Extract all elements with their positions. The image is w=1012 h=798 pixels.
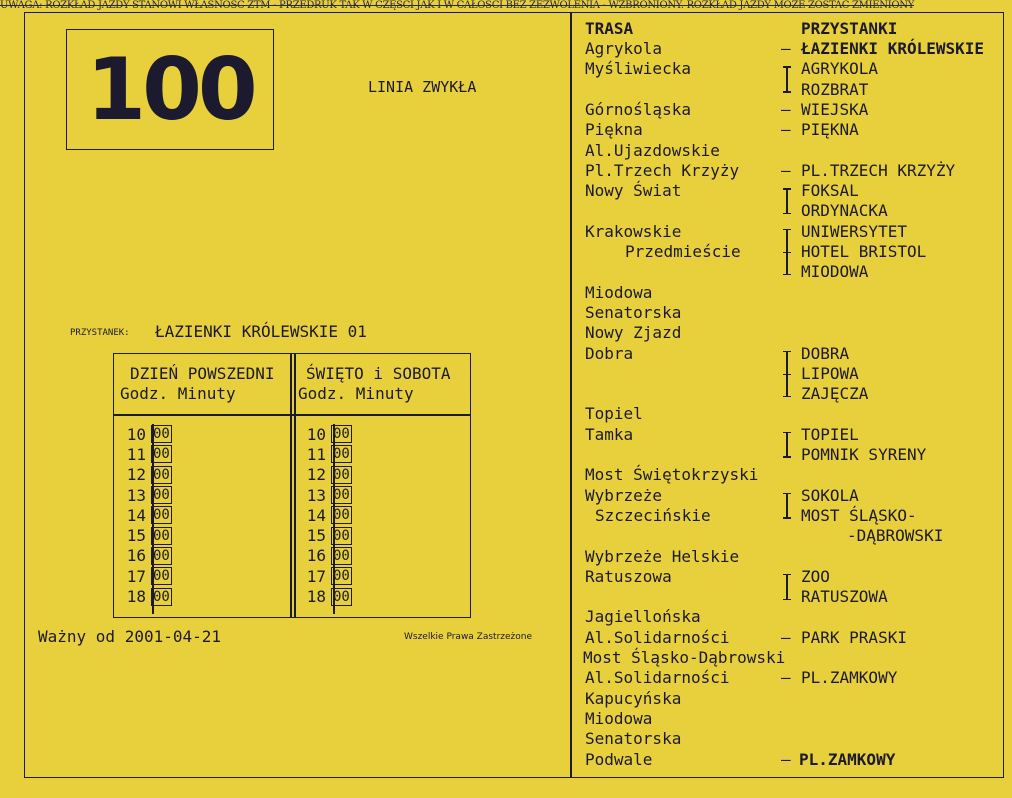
column-divider [294, 354, 296, 617]
line-number: 100 [86, 39, 254, 140]
hour: 17 [306, 566, 326, 586]
stops-header: PRZYSTANKI [801, 19, 898, 38]
route-stop: ROZBRAT [801, 79, 869, 99]
stop-group-bracket [783, 432, 791, 458]
route-stop: ORDYNACKA [801, 201, 888, 221]
route-stop: -DĄBROWSKI [847, 526, 944, 546]
route-street: Ratuszowa [585, 566, 672, 586]
table-row [304, 566, 352, 586]
minutes: 00 [153, 588, 170, 605]
route-street: Topiel [585, 404, 643, 424]
minutes: 00 [333, 568, 350, 585]
line-number-box [66, 29, 274, 150]
hour: 15 [126, 526, 146, 546]
table-row [124, 424, 172, 444]
hour: 10 [306, 424, 326, 444]
hour: 16 [306, 546, 326, 566]
minutes: 00 [333, 547, 350, 564]
minutes: 00 [333, 446, 350, 463]
route-dash: – [781, 120, 791, 140]
divider [570, 12, 572, 778]
table-row [304, 465, 352, 485]
route-stop: POMNIK SYRENY [801, 445, 927, 464]
route-stop: DOBRA [801, 343, 850, 363]
route-dash: – [781, 627, 791, 647]
route-stop: PL.ZAMKOWY [799, 749, 896, 769]
route-dash: – [781, 749, 791, 769]
route-stop: LIPOWA [801, 363, 859, 383]
table-row [124, 505, 172, 525]
route-dash: – [781, 160, 791, 180]
route-street: Most Świętokrzyski [585, 465, 759, 485]
table-row [304, 505, 352, 525]
route-header: TRASA [585, 19, 634, 38]
stop-label: PRZYSTANEK: [70, 328, 130, 338]
rights-reserved: Wszelkie Prawa Zastrzeżone [404, 632, 533, 642]
hour: 14 [126, 505, 146, 525]
minutes: 00 [333, 487, 350, 504]
route-stop: ŁAZIENKI KRÓLEWSKIE [801, 39, 985, 58]
route-street: Nowy Zjazd [585, 323, 682, 343]
table-header-line [114, 414, 470, 416]
hour: 18 [126, 587, 146, 607]
route-stop: RATUSZOWA [801, 587, 888, 607]
minutes: 00 [153, 446, 170, 463]
weekday-subheader: Godz. Minuty [120, 384, 236, 403]
route-street: Przedmieście [625, 242, 741, 261]
table-row [124, 546, 172, 566]
hour: 18 [306, 587, 326, 607]
stop-group-bracket [783, 66, 791, 92]
stop-group-bracket [783, 229, 791, 276]
minutes: 00 [153, 507, 170, 524]
route-street: Al.Ujazdowskie [585, 140, 720, 160]
stop-group-bracket [783, 493, 791, 519]
route-dash: – [781, 39, 791, 58]
table-row [124, 525, 172, 545]
hour: 12 [126, 465, 146, 485]
route-street: Jagiellońska [585, 607, 701, 627]
route-stop: MOST ŚLĄSKO- [801, 505, 917, 525]
route-dash: – [781, 668, 791, 688]
route-stop: SOKOLA [801, 485, 859, 505]
route-street: Pl.Trzech Krzyży [585, 160, 740, 180]
hour: 17 [126, 566, 146, 586]
hour: 12 [306, 465, 326, 485]
route-street: Piękna [585, 120, 643, 140]
table-row [304, 485, 352, 505]
route-street: Miodowa [585, 708, 653, 728]
column-divider [290, 354, 292, 617]
route-stop: PIĘKNA [801, 120, 859, 140]
route-street: Podwale [585, 749, 653, 769]
hour: 15 [306, 526, 326, 546]
stop-group-bracket [783, 574, 791, 600]
timetable-table [113, 353, 471, 618]
hour: 11 [306, 444, 326, 464]
minutes: 00 [153, 466, 170, 483]
route-street: Szczecińskie [595, 505, 711, 525]
holiday-title: ŚWIĘTO i SOBOTA [306, 364, 451, 383]
route-street: Al.Solidarności [585, 627, 730, 647]
hour: 14 [306, 505, 326, 525]
table-row [304, 424, 352, 444]
route-street: Most Śląsko-Dąbrowski [583, 648, 786, 667]
route-street: Al.Solidarności [585, 668, 730, 688]
route-street: Wybrzeże [585, 485, 663, 505]
valid-from: Ważny od 2001-04-21 [38, 627, 222, 646]
hour: 13 [126, 485, 146, 505]
minutes: 00 [333, 507, 350, 524]
route-stop: ZAJĘCZA [801, 384, 869, 404]
holiday-rows [304, 424, 352, 607]
minutes: 00 [153, 487, 170, 504]
route-street: Dobra [585, 343, 634, 363]
stop-name: ŁAZIENKI KRÓLEWSKIE 01 [155, 322, 367, 341]
table-row [304, 546, 352, 566]
stop-group-bracket [783, 351, 791, 398]
route-street: Wybrzeże Helskie [585, 546, 740, 566]
route-stop: WIEJSKA [801, 99, 869, 119]
table-row [124, 444, 172, 464]
hour: 16 [126, 546, 146, 566]
route-stop: MIODOWA [801, 262, 869, 282]
table-row [304, 444, 352, 464]
route-stop: TOPIEL [801, 424, 859, 444]
holiday-subheader: Godz. Minuty [298, 384, 414, 403]
route-stop: UNIWERSYTET [801, 221, 907, 241]
line-type: LINIA ZWYKŁA [368, 78, 477, 96]
table-row [124, 485, 172, 505]
hour: 13 [306, 485, 326, 505]
table-row [304, 525, 352, 545]
table-row [124, 586, 172, 606]
table-row [304, 586, 352, 606]
route-street: Kapucyńska [585, 688, 682, 708]
route-street: Senatorska [585, 729, 682, 749]
route-stop: AGRYKOLA [801, 59, 879, 79]
weekday-rows [124, 424, 172, 607]
minutes: 00 [153, 568, 170, 585]
table-row [124, 566, 172, 586]
minutes: 00 [333, 527, 350, 544]
minutes: 00 [153, 426, 170, 443]
route-street: Tamka [585, 424, 634, 444]
stop-group-bracket [783, 188, 791, 214]
hour: 11 [126, 444, 146, 464]
route-street: Agrykola [585, 39, 663, 58]
route-street: Myśliwiecka [585, 59, 691, 79]
hour: 10 [126, 424, 146, 444]
weekday-title: DZIEŃ POWSZEDNI [130, 364, 275, 383]
minutes: 00 [333, 426, 350, 443]
route-street: Krakowskie [585, 221, 682, 241]
route-street: Miodowa [585, 282, 653, 302]
minutes: 00 [333, 588, 350, 605]
route-street: Nowy Świat [585, 181, 682, 201]
copyright-warning: UWAGA: ROZKŁAD JAZDY STANOWI WŁASNOŚĆ ZTM - PRZEDRUK TAK W CZĘŚCI JAK I W CAŁOŚCI BEZ ZEZWOLENIA - WZBRONIONY. ROZKŁAD JAZDY MOŻE ZOSTAĆ ZMIENIONY [0, 0, 915, 11]
route-stop: PARK PRASKI [801, 627, 907, 647]
route-stop: FOKSAL [801, 181, 859, 201]
minutes: 00 [333, 466, 350, 483]
route-dash: – [781, 99, 791, 119]
route-street: Senatorska [585, 302, 682, 322]
route-street: Górnośląska [585, 99, 691, 119]
route-stop: ZOO [801, 566, 830, 586]
route-stop: PL.ZAMKOWY [801, 668, 898, 688]
route-stop: HOTEL BRISTOL [801, 242, 927, 261]
minutes: 00 [153, 547, 170, 564]
minutes: 00 [153, 527, 170, 544]
table-row [124, 465, 172, 485]
route-stop: PL.TRZECH KRZYŻY [801, 160, 956, 180]
